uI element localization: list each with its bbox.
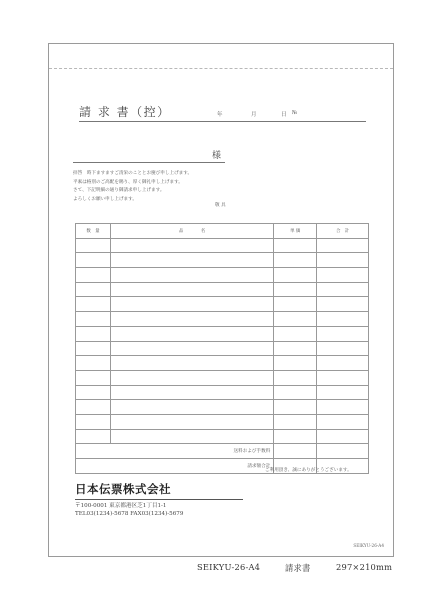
item-name-cell[interactable] [110,400,273,415]
unit-price-cell[interactable] [274,356,317,371]
title-rule [79,121,366,122]
quantity-cell[interactable] [76,326,111,341]
company-rule [75,499,243,500]
table-row [76,238,369,253]
date-year-label: 年 [217,112,223,118]
unit-price-cell[interactable] [274,268,317,283]
table-row [76,297,369,312]
table-row [76,400,369,415]
item-name-cell[interactable] [110,312,273,327]
quantity-cell[interactable] [76,414,111,429]
header-quantity: 数 量 [76,224,111,239]
form-title: 請 求 書（控） [79,105,171,119]
quantity-cell[interactable] [76,385,111,400]
perforation-line [49,68,393,69]
total-cell[interactable] [317,253,369,268]
unit-price-cell[interactable] [274,238,317,253]
table-header-row [76,224,369,239]
grand-total-label: 請求額合計 [76,459,274,474]
greeting-line: さて、下記明細の通り御請求申し上げます。 [73,188,165,194]
quantity-cell[interactable] [76,341,111,356]
unit-price-cell[interactable] [274,429,317,444]
total-cell[interactable] [317,282,369,297]
shipping-fee-label: 送料および手数料 [76,444,274,459]
caption-size: 297×210mm [336,562,393,572]
caption-name: 請求書 [285,563,311,573]
quantity-cell[interactable] [76,282,111,297]
table-row [76,385,369,400]
total-cell[interactable] [317,268,369,283]
item-name-cell[interactable] [110,282,273,297]
total-cell[interactable] [317,326,369,341]
table-row [76,326,369,341]
company-address [75,502,183,518]
form-code: SEIKYU-26-A4 [353,543,384,548]
item-name-cell[interactable] [110,356,273,371]
unit-price-cell[interactable] [274,370,317,385]
unit-price-cell[interactable] [274,400,317,415]
table-row [76,429,369,444]
items-table [75,223,369,474]
unit-price-cell[interactable] [274,385,317,400]
phone-fax-line: TEL03(1234)-5678 FAX03(1234)-5679 [75,511,184,517]
unit-price-cell[interactable] [274,282,317,297]
table-row [76,312,369,327]
item-name-cell[interactable] [110,326,273,341]
greeting-line: 拝啓 時下ますますご清栄のこととお慶び申し上げます。 [73,171,193,176]
greeting-line: よろしくお願い申し上げます。 [73,197,137,203]
unit-price-cell[interactable] [274,253,317,268]
total-cell[interactable] [317,238,369,253]
table-row [76,370,369,385]
table-row [76,282,369,297]
item-name-cell[interactable] [110,253,273,268]
quantity-cell[interactable] [76,297,111,312]
total-cell[interactable] [317,400,369,415]
caption-code: SEIKYU-26-A4 [197,562,261,572]
table-row [76,414,369,429]
recipient-suffix: 様 [212,151,222,161]
greeting-line: 平素は格別のご高配を賜り、厚く御礼申し上げます。 [73,179,183,185]
quantity-cell[interactable] [76,238,111,253]
total-cell[interactable] [317,370,369,385]
table-row [76,356,369,371]
greeting-text [73,170,192,205]
invoice-form [48,43,394,557]
number-label: № [292,110,298,116]
total-cell[interactable] [317,385,369,400]
unit-price-cell[interactable] [274,341,317,356]
date-day-label: 日 [281,112,287,118]
address-line: 〒100-0001 東京都港区芝1丁目1-1 [75,503,167,509]
unit-price-cell[interactable] [274,326,317,341]
total-cell[interactable] [317,341,369,356]
total-cell[interactable] [317,312,369,327]
quantity-cell[interactable] [76,253,111,268]
item-name-cell[interactable] [110,429,273,444]
table-row [76,268,369,283]
table-row [76,341,369,356]
quantity-cell[interactable] [76,400,111,415]
table-row [76,253,369,268]
item-name-cell[interactable] [110,238,273,253]
shipping-fee-blank [274,444,317,459]
unit-price-cell[interactable] [274,312,317,327]
quantity-cell[interactable] [76,429,111,444]
item-name-cell[interactable] [110,414,273,429]
item-name-cell[interactable] [110,297,273,312]
item-name-cell[interactable] [110,370,273,385]
header-unit-price: 単 価 [274,224,317,239]
total-cell[interactable] [317,429,369,444]
quantity-cell[interactable] [76,356,111,371]
item-name-cell[interactable] [110,385,273,400]
quantity-cell[interactable] [76,268,111,283]
closing-text: 敬 具 [215,203,226,208]
header-total: 合 計 [317,224,369,239]
shipping-fee-row [76,444,369,459]
header-item-name: 品 名 [110,224,273,239]
unit-price-cell[interactable] [274,414,317,429]
total-cell[interactable] [317,297,369,312]
date-month-label: 月 [251,112,257,118]
quantity-cell[interactable] [76,370,111,385]
quantity-cell[interactable] [76,312,111,327]
item-name-cell[interactable] [110,341,273,356]
recipient-line [73,162,225,163]
total-cell[interactable] [317,356,369,371]
thanks-note: ご利用頂き、誠にありがとうございます。 [265,468,352,473]
unit-price-cell[interactable] [274,297,317,312]
item-name-cell[interactable] [110,268,273,283]
company-name: 日本伝票株式会社 [75,482,171,496]
total-cell[interactable] [317,414,369,429]
shipping-fee-amount[interactable] [317,444,369,459]
